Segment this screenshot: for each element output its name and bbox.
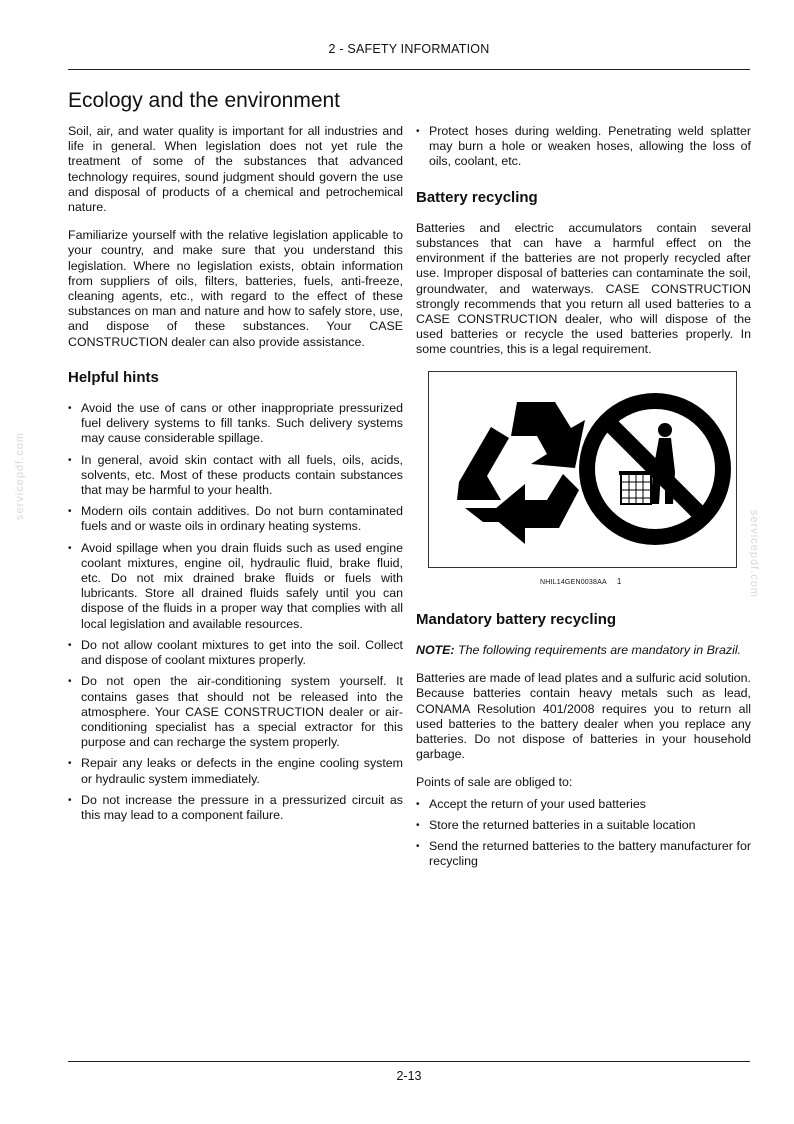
figure-caption	[540, 574, 751, 590]
hint-item: • In general, avoid skin contact with all fuels, oils, acids, solvents, etc. Most of these products contain substances that may be harmful to your health.	[68, 453, 403, 499]
hint-item: • Do not increase the pressure in a pressurized circuit as this may lead to a component failure.	[68, 793, 403, 823]
page-title: Ecology and the environment	[68, 89, 341, 112]
footer-rule	[68, 1061, 750, 1062]
left-column	[68, 124, 403, 829]
recycling-figure	[428, 371, 737, 568]
recycle-symbol-icon	[429, 372, 736, 567]
hint-item: • Modern oils contain additives. Do not burn contaminated fuels and or waste oils in ordinary heating systems.	[68, 504, 403, 534]
hint-item: • Protect hoses during welding. Penetrating weld splatter may burn a hole or weaken hoses, allowing the loss of oils, coolant, etc.	[416, 124, 751, 170]
helpful-hints-list	[68, 401, 403, 823]
figure-code: NHIL14GEN0038AA	[540, 578, 607, 586]
note-label: NOTE:	[416, 643, 455, 658]
continued-hints-list	[416, 124, 751, 170]
note-paragraph	[416, 643, 751, 658]
helpful-hints-heading: Helpful hints	[68, 368, 159, 386]
mandatory-paragraph: Batteries are made of lead plates and a sulfuric acid solution. Because batteries contain heavy metals such as lead, CONAMA Resolution 401/2008 requires you to return all used batteries to the battery dealer when you replace any batteries. Do not dispose of batteries in your household garbage.	[416, 671, 751, 762]
page-header: 2 - SAFETY INFORMATION	[328, 42, 490, 56]
hint-item: • Do not allow coolant mixtures to get into the soil. Collect and dispose of coolant mixtures properly.	[68, 638, 403, 668]
points-intro: Points of sale are obliged to:	[416, 775, 573, 790]
note-text: The following requirements are mandatory in Brazil.	[458, 643, 742, 658]
hint-item: • Avoid the use of cans or other inappropriate pressurized fuel delivery systems to fill tanks. Such delivery systems may cause considerable spillage.	[68, 401, 403, 447]
battery-recycling-heading: Battery recycling	[416, 188, 538, 206]
header-rule	[68, 69, 750, 70]
battery-recycling-paragraph: Batteries and electric accumulators contain several substances that can have a harmful effect on the environment if the batteries are not properly recycled after use. Improper disposal of batteries can contaminate the soil, groundwater, and waterways. CASE CONSTRUCTION strongly recommends that you return all used batteries to a CASE CONSTRUCTION dealer, who will dispose of the used batteries or recycle the used batteries properly. In some countries, this is a legal requirement.	[416, 220, 751, 357]
hint-item: • Do not open the air-conditioning system yourself. It contains gases that should not be released into the atmosphere. Your CASE CONSTRUCTION dealer or air-conditioning specialist has a special extractor for this purpose and can recharge the system properly.	[68, 674, 403, 750]
figure-number: 1	[616, 576, 622, 586]
hint-item: • Avoid spillage when you drain fluids such as used engine coolant mixtures, engine oil, hydraulic fluid, brake fluid, etc. Do not mix drained brake fluids or fuels with lubricants. Store all drained fluids safely until you can dispose of the fluids in a proper way that complies with all local legislation and available resources.	[68, 541, 403, 632]
obligations-list	[416, 797, 751, 870]
obligation-item: • Accept the return of your used batteries	[416, 797, 751, 812]
watermark-right: servicepdf.com	[748, 510, 760, 598]
hint-item: • Repair any leaks or defects in the engine cooling system or hydraulic system immediately.	[68, 756, 403, 786]
watermark-left: servicepdf.com	[14, 432, 26, 520]
obligation-item: • Send the returned batteries to the battery manufacturer for recycling	[416, 839, 751, 869]
intro-paragraph-2: Familiarize yourself with the relative legislation applicable to your country, and make sure that you understand this legislation. Where no legislation exists, obtain information from suppliers of oils, filters, batteries, fuels, anti-freeze, cleaning agents, etc., with regard to the effect of these substances on man and nature and how to safely store, use, and dispose of these substances. Your CASE CONSTRUCTION dealer can also provide assistance.	[68, 228, 403, 349]
mandatory-recycling-heading: Mandatory battery recycling	[416, 610, 617, 628]
obligation-item: • Store the returned batteries in a suitable location	[416, 818, 751, 833]
right-column	[416, 124, 751, 875]
page-number: 2-13	[396, 1069, 422, 1083]
intro-paragraph-1: Soil, air, and water quality is important for all industries and life in general. When legislation does not yet rule the treatment of some of the substances that advanced technology requires, sound judgment should govern the use and disposal of products of a chemical and petrochemical nature.	[68, 124, 403, 215]
